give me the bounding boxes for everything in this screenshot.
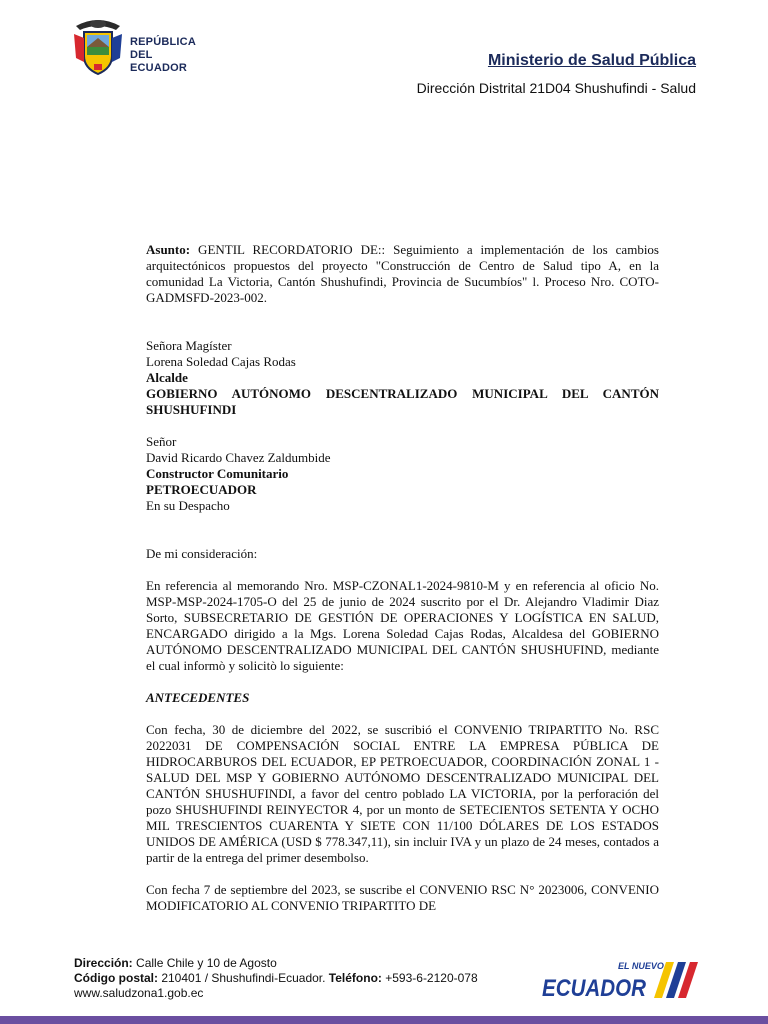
letter-body (146, 242, 659, 914)
republic-logo (72, 16, 212, 78)
recipient-2 (146, 434, 659, 514)
el-nuevo-ecuador-logo (540, 958, 700, 1002)
phone-value: +593-6-2120-078 (381, 971, 478, 985)
footer-color-bar (0, 1016, 768, 1024)
recipient-2-org: PETROECUADOR (146, 482, 257, 497)
greeting: De mi consideración: (146, 546, 258, 561)
postal-value: 210401 / Shushufindi-Ecuador. (158, 971, 329, 985)
ministry-title: Ministerio de Salud Pública (487, 52, 696, 69)
recipient-1-role: Alcalde (146, 370, 188, 385)
republic-line-2: DEL ECUADOR (130, 49, 188, 74)
recipient-2-name: David Ricardo Chavez Zaldumbide (146, 450, 331, 465)
paragraph-reference: En referencia al memorando Nro. MSP-CZONAL1-2024-9810-M y en referencia al oficio No. MSP-MSP-2024-1705-O del 25 de junio de 2024 suscrito por el Dr. Alejandro Vladimir Diaz Sorto, SUBSECRETARIO DE GESTIÓN DE OPERACIONES Y LOGÍSTICA EN SALUD, ENCARGADO dirigido a la Mgs. Lorena Soledad Cajas Rodas, Alcaldesa del GOBIERNO AUTÓNOMO DESCENTRALIZADO MUNICIPAL DEL CANTÓN SHUSHUFIND, mediante el cual informò y solicitò lo siguiente: (146, 578, 659, 673)
recipient-1-title: Señora Magíster (146, 338, 232, 353)
subject-paragraph (146, 242, 659, 306)
coat-of-arms-icon (72, 16, 124, 78)
subject-text: GENTIL RECORDATORIO DE:: Seguimiento a implementación de los cambios arquitectónicos propuestos del proyecto "Construcción de Centro de Salud tipo A, en la comunidad La Victoria, Cantón Shushufindi, Provincia de Sucumbíos" l. Proceso Nro. COTO-GADMSFD-2023-002. (146, 242, 659, 305)
subject-label: Asunto: (146, 242, 191, 257)
paragraph-antecedent-2: Con fecha 7 de septiembre del 2023, se suscribe el CONVENIO RSC N° 2023006, CONVENIO MODIFICATORIO AL CONVENIO TRIPARTITO DE (146, 882, 659, 913)
district-direction: Dirección Distrital 21D04 Shushufindi - Salud (416, 80, 696, 96)
recipient-2-title: Señor (146, 434, 177, 449)
postal-label: Código postal: (74, 971, 158, 985)
recipient-1 (146, 338, 659, 418)
footer-address (74, 956, 478, 971)
recipient-1-org: GOBIERNO AUTÓNOMO DESCENTRALIZADO MUNICIPAL DEL CANTÓN SHUSHUFINDI (146, 386, 659, 417)
republic-line-1: REPÚBLICA (130, 36, 196, 48)
address-label: Dirección: (74, 956, 133, 970)
ecuador-brand-icon (540, 958, 700, 1002)
recipient-2-location: En su Despacho (146, 498, 230, 513)
republic-name (130, 36, 212, 75)
section-heading: ANTECEDENTES (146, 690, 250, 705)
footer-website: www.saludzona1.gob.ec (74, 986, 204, 1000)
phone-label: Teléfono: (328, 971, 382, 985)
brand-small-text: EL NUEVO (618, 961, 664, 971)
footer-postal (74, 971, 478, 986)
address-value: Calle Chile y 10 de Agosto (132, 956, 277, 970)
footer-contact (74, 956, 478, 1001)
recipient-2-role: Constructor Comunitario (146, 466, 289, 481)
recipient-1-name: Lorena Soledad Cajas Rodas (146, 354, 296, 369)
brand-big-text: ECUADOR (542, 975, 647, 1002)
paragraph-antecedent-1: Con fecha, 30 de diciembre del 2022, se suscribió el CONVENIO TRIPARTITO No. RSC 2022031 DE COMPENSACIÓN SOCIAL ENTRE LA EMPRESA PÚBLICA DE HIDROCARBUROS DEL ECUADOR, EP PETROECUADOR, COORDINACIÓN ZONAL 1 - SALUD DEL MSP Y GOBIERNO AUTÓNOMO DESCENTRALIZADO MUNICIPAL DEL CANTÓN SHUSHUFINDI, a favor del centro poblado LA VICTORIA, por la perforación del pozo SHUSHUFINDI REINYECTOR 4, por un monto de SETECIENTOS SETENTA Y OCHO MIL TRESCIENTOS CUARENTA Y SIETE CON 11/100 DÓLARES DE LOS ESTADOS UNIDOS DE AMÉRICA (USD $ 778.347,11), sin incluir IVA y un plazo de 24 meses, contados a partir de la entrega del primer desembolso. (146, 722, 659, 865)
